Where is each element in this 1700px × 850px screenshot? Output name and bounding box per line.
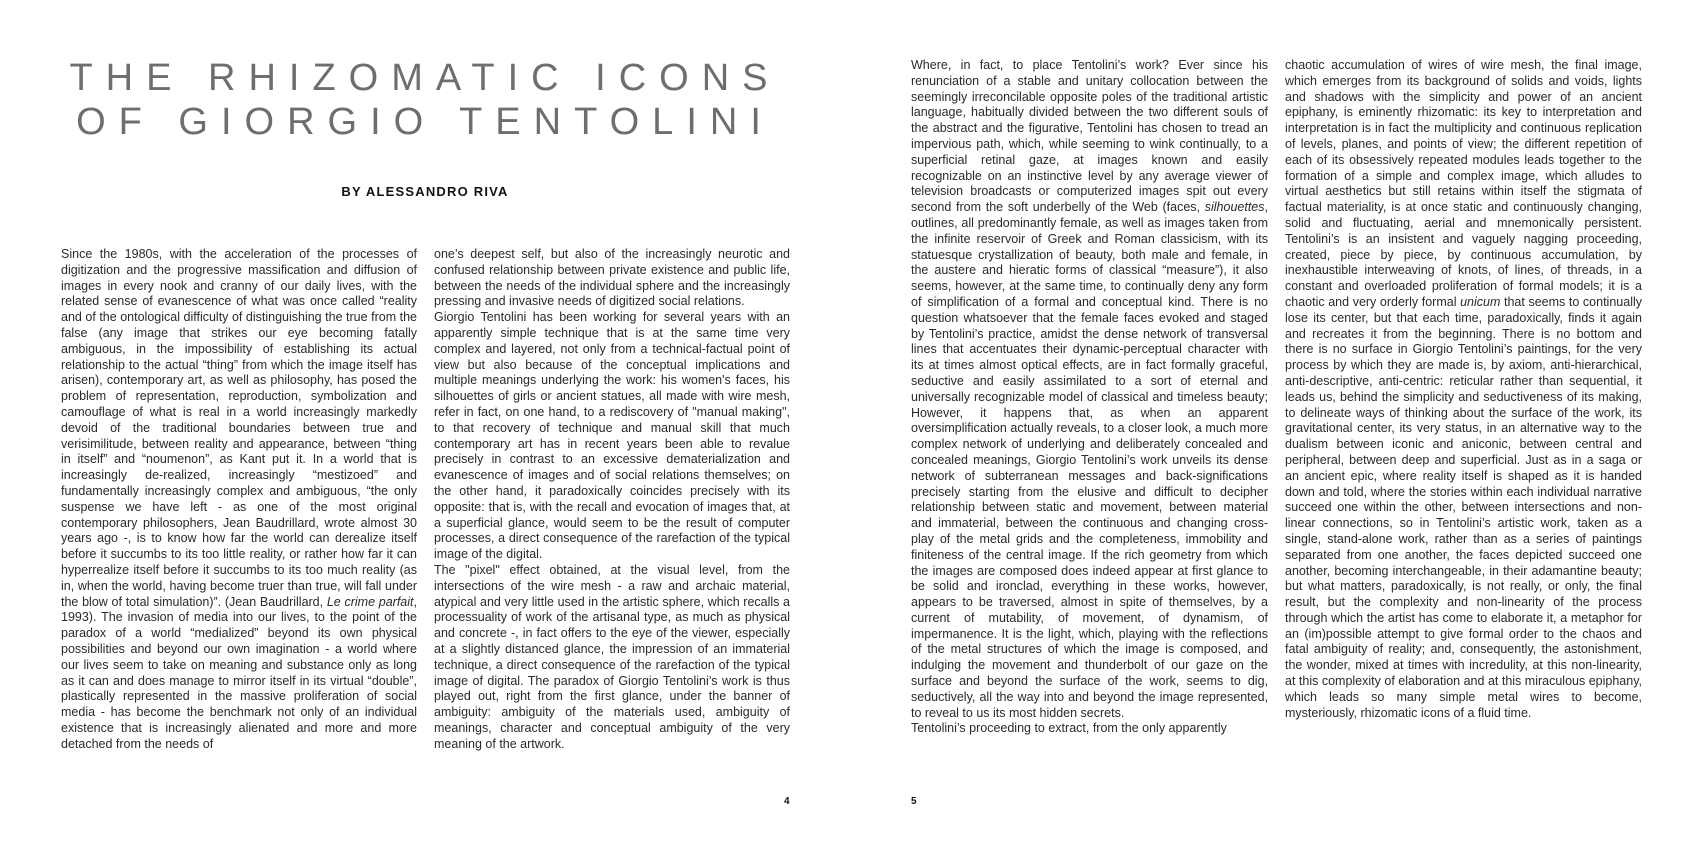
page-number-right: 5 — [911, 796, 917, 807]
text-column-4 — [1285, 58, 1642, 721]
text-column-1 — [61, 247, 417, 753]
italic-term: unicum — [1460, 294, 1501, 309]
paragraph: Giorgio Tentolini has been working for several years with an apparently simple technique that is at the same time very complex and layered, not only from a technical-factual point of view but also because of the conceptual implications and multiple meanings underlying the work: his women's faces, his silhouettes of girls or ancient statues, all made with wire mesh, refer in fact, on one hand, to a rediscovery of "manual making", to that recovery of technique and manual skill that much contemporary art has in recent years been able to revalue precisely in contrast to an excessive dematerialization and evanescence of images and of social relations themselves; on the other hand, it paradoxically coincides precisely with its opposite: that is, with the recall and evocation of images that, at a superficial glance, would seem to be the result of computer processes, a direct consequence of the rarefaction of the typical image of the digital. — [434, 310, 790, 562]
page-number-left: 4 — [784, 796, 790, 807]
title-line-1: THE RHIZOMATIC ICONS — [69, 57, 781, 99]
title-line-2: OF GIORGIO TENTOLINI — [76, 101, 774, 143]
paragraph: Since the 1980s, with the acceleration of the processes of digitization and the progressive massification and diffusion of images in every nook and cranny of our daily lives, with the related sense of evanescence of what was once called “reality and of the ontological difficulty of distinguishing the true from the false (any image that strikes our eye becoming fatally ambiguous, in the impossibility of establishing its actual relationship to the actual “thing” from which the image itself has arisen), contemporary art, as well as philosophy, has posed the problem of representation, reproduction, symbolization and camouflage of what is real in a world increasingly markedly devoid of the traditional boundaries between true and verisimilitude, between reality and appearance, between “thing in itself” and “noumenon”, as Kant put it. In a world that is increasingly de-realized, increasingly “mestizoed” and fundamentally increasingly complex and ambiguous, “the only suspense we have left - as one of the most original contemporary philosophers, Jean Baudrillard, wrote almost 30 years ago -, is to know how far the world can derealize itself before it succumbs to its too little reality, or rather how far it can hyperrealize itself before it succumbs to its too much reality (as in, when the world, having become truer than true, will fall under the blow of total simulation)”. (Jean Baudrillard, Le crime parfait, 1993). The invasion of media into our lives, to the point of the paradox of a world “medialized” beyond its own physical possibilities and beyond our own imagination - a world where our lives seem to take on meaning and substance only as long as it can and does manage to mirror itself in its virtual “double”, plastically represented in the massive proliferation of social media - has become the benchmark not only of an individual existence that is increasingly alienated and more and more detached from the needs of — [61, 247, 417, 751]
italic-term: silhouettes — [1204, 200, 1265, 215]
author-byline: BY ALESSANDRO RIVA — [341, 184, 509, 199]
paragraph: Tentolini’s proceeding to extract, from the only apparently — [911, 721, 1227, 736]
paragraph: chaotic accumulation of wires of wire mesh, the final image, which emerges from its background of solids and voids, lights and shadows with the simplicity and power of an ancient epiphany, is eminently rhizomatic: its key to interpretation and interpretation is in fact the multiplicity and continuous replication of levels, planes, and points of view; the different repetition of each of its obsessively repeated modules leads together to the formation of a simple and complex image, which alludes to virtual aesthetics but still retains within itself the stigmata of factual materiality, is at once static and continuously changing, solid and fluctuating, aerial and mnemonically persistent. Tentolini’s is an insistent and vaguely nagging proceeding, created, piece by piece, by continuous accumulation, by inexhaustible interweaving of knots, of lines, of threads, in a constant and overloaded proliferation of formal models; it is a chaotic and very orderly formal unicum that seems to continually lose its center, but that each time, paradoxically, finds it again and recreates it from the beginning. There is no bottom and there is no surface in Giorgio Tentolini’s paintings, for the very process by which they are made is, by axiom, anti-hierarchical, anti-descriptive, anti-centric: reticular rather than sequential, it leads us, behind the simplicity and seductiveness of its making, to delineate ways of thinking about the surface of the work, its gravitational center, its very status, in an alternative way to the dualism between iconic and aniconic, between central and peripheral, between deep and superficial. Just as in a saga or an ancient epic, where reality itself is shaped as it is handed down and told, where the stories within each individual narrative succeed one within the other, between intersections and non-linear connections, so in Tentolini’s artistic work, taken as a single, stand-alone work, rather than as a series of paintings separated from one another, the faces depicted succeed one another, becoming interchangeable, in their adamantine beauty; but what matters, paradoxically, is not really, or only, the final result, but the complexity and non-linearity of the process through which the artist has come to elaborate it, a metaphor for an (im)possible attempt to give formal order to the chaos and fatal ambiguity of reality; and, consequently, the astonishment, the wonder, mixed at times with incredulity, at this non-linearity, at this complexity of elaboration and at this miraculous epiphany, which leads so many simple metal wires to become, mysteriously, rhizomatic icons of a fluid time. — [1285, 58, 1642, 720]
paragraph: The "pixel" effect obtained, at the visual level, from the intersections of the wire mesh - a raw and archaic material, atypical and very little used in the artistic sphere, which recalls a processuality of work of the artisanal type, as much as physical and concrete -, in fact offers to the eye of the viewer, especially at a slightly distanced glance, the impression of an immaterial technique, a direct consequence of the rarefaction of the typical image of digital. The paradox of Giorgio Tentolini’s work is thus played out, right from the first glance, under the banner of ambiguity: ambiguity of the materials used, ambiguity of meanings, character and conceptual ambiguity of the very meaning of the artwork. — [434, 562, 790, 751]
text-column-3 — [911, 58, 1268, 737]
italic-title: Le crime parfait — [326, 594, 414, 609]
article-title — [60, 56, 790, 144]
paragraph: one’s deepest self, but also of the increasingly neurotic and confused relationship between private existence and public life, between the needs of the individual sphere and the increasingly pressing and invasive needs of digitized social relations. — [434, 247, 790, 309]
text-column-2 — [434, 247, 790, 753]
paragraph: Where, in fact, to place Tentolini’s work? Ever since his renunciation of a stable and unitary collocation between the seemingly irreconcilable opposite poles of the traditional artistic language, habitually divided between the two different souls of the abstract and the figurative, Tentolini has chosen to tread an impervious path, which, while seeming to wink continually, to a superficial retinal gaze, at images known and easily recognizable on an instinctive level by any average viewer of television broadcasts or computerized images spit out every second from the soft underbelly of the Web (faces, silhouettes, outlines, all predominantly female, as well as images taken from the infinite reservoir of Greek and Roman classicism, with its statuesque crystallization of beauty, both male and female, in the austere and hieratic forms of classical “measure”), it also seems, however, at the same time, to continually deny any form of simplification of a formal and conceptual kind. There is no question whatsoever that the female faces evoked and staged by Tentolini’s practice, amidst the dense network of transversal lines that accentuates their dynamic-perceptual character with its at times almost optical effects, are in fact formally graceful, seductive and easily assimilated to a sort of eternal and universally recognizable model of classical and timeless beauty; However, it happens that, as when an apparent oversimplification actually reveals, to a closer look, a much more complex network of underlying and deliberately concealed and concealed meanings, Giorgio Tentolini’s work unveils its dense network of subterranean messages and back-significations precisely starting from the elusive and difficult to decipher relationship between static and movement, between material and immaterial, between the continuous and changing cross-play of the metal grids and the completeness, immobility and finiteness of the central image. If the rich geometry from which the images are composed does indeed appear at first glance to be solid and ironclad, everything in these works, however, appears to be traversed, almost in spite of themselves, by a current of mutability, of movement, of dynamism, of impermanence. It is the light, which, playing with the reflections of the metal structures of which the image is composed, and indulging the movement and thunderbolt of our gaze on the surface and beyond the surface of the work, seems to dig, seductively, all the way into and beyond the image represented, to reveal to us its most hidden secrets. — [911, 58, 1268, 720]
